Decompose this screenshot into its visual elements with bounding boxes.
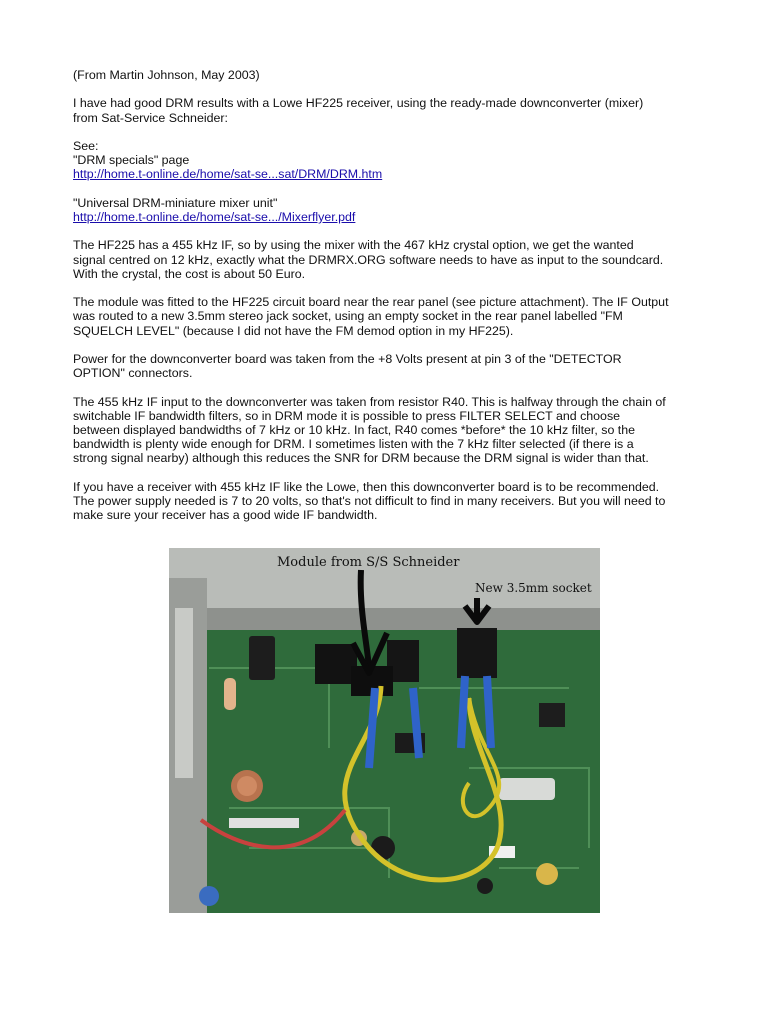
paragraph-line: The HF225 has a 455 kHz IF, so by using the mixer with the 467 kHz crystal option, we get the wanted	[73, 238, 634, 253]
capacitor-top	[237, 776, 257, 796]
paragraph-line: With the crystal, the cost is about 50 Euro.	[73, 266, 306, 281]
input-paragraph	[73, 395, 703, 466]
module-paragraph	[73, 295, 703, 338]
module-caption: Module from S/S Schneider	[277, 555, 460, 570]
circuit-board-photo	[169, 548, 600, 913]
jack-j3	[249, 636, 275, 680]
ic-chip	[539, 703, 565, 727]
paragraph-line: was routed to a new 3.5mm stereo jack socket, using an empty socket in the rear panel labelled "FM	[73, 309, 623, 324]
crystal	[499, 778, 555, 800]
socket-caption: New 3.5mm socket	[475, 581, 592, 595]
paragraph-line: bandwidth is plenty wide enough for DRM. I sometimes listen with the 7 kHz filter selected (if there is a	[73, 437, 634, 452]
attribution-text: (From Martin Johnson, May 2003)	[73, 68, 260, 82]
paragraph-line: The module was fitted to the HF225 circuit board near the rear panel (see picture attachment). The IF Output	[73, 295, 669, 310]
see-block	[73, 139, 703, 182]
rear-panel	[169, 608, 600, 630]
mixerflyer-link[interactable]: http://home.t-online.de/home/sat-se.../Mixerflyer.pdf	[73, 209, 356, 224]
resistor	[224, 678, 236, 710]
link2-title: "Universal DRM-miniature mixer unit"	[73, 195, 278, 210]
attribution	[73, 68, 703, 82]
document-body	[73, 68, 703, 537]
blue-wire	[487, 676, 491, 748]
intro-paragraph	[73, 96, 703, 124]
recommend-paragraph	[73, 480, 703, 523]
drm-specials-link[interactable]: http://home.t-online.de/home/sat-se...sat/DRM/DRM.htm	[73, 167, 383, 182]
circuit-board-illustration	[169, 548, 600, 913]
paragraph-line: between displayed bandwidths of 7 kHz or 10 kHz. In fact, R40 comes *before* the 10 kHz filter, so the	[73, 422, 636, 437]
small-capacitor	[477, 878, 493, 894]
if-paragraph	[73, 238, 703, 281]
paragraph-line: SQUELCH LEVEL" (because I did not have the FM demod option in my HF225).	[73, 323, 514, 338]
paragraph-line: If you have a receiver with 455 kHz IF like the Lowe, then this downconverter board is to be recommended.	[73, 479, 660, 494]
intro-line: I have had good DRM results with a Lowe HF225 receiver, using the ready-made downconverter (mixer)	[73, 96, 644, 111]
paragraph-line: strong signal nearby) although this reduces the SNR for DRM because the DRM signal is wider than that.	[73, 451, 649, 466]
intro-line: from Sat-Service Schneider:	[73, 110, 228, 125]
paragraph-line: signal centred on 12 kHz, exactly what the DRMRX.ORG software needs to have as input to the soundcard.	[73, 252, 664, 267]
paragraph-line: make sure your receiver has a good wide IF bandwidth.	[73, 508, 378, 523]
see-label: See:	[73, 138, 99, 153]
trimmer-pot	[536, 863, 558, 885]
new-socket	[457, 628, 497, 678]
paragraph-line: The power supply needed is 7 to 20 volts, so that's not difficult to find in many receivers. But you will need to	[73, 493, 666, 508]
link1-title: "DRM specials" page	[73, 153, 190, 168]
chassis-rail	[175, 608, 193, 778]
paragraph-line: The 455 kHz IF input to the downconverter was taken from resistor R40. This is halfway through the chain of	[73, 394, 666, 409]
power-paragraph	[73, 352, 703, 380]
connector-block	[315, 644, 357, 684]
paragraph-line: Power for the downconverter board was taken from the +8 Volts present at pin 3 of the "DETECTOR	[73, 351, 622, 366]
paragraph-line: switchable IF bandwidth filters, so in DRM mode it is possible to press FILTER SELECT and choose	[73, 408, 621, 423]
paragraph-line: OPTION" connectors.	[73, 366, 193, 381]
mixer-link-block	[73, 196, 703, 224]
header-pins	[229, 818, 299, 828]
trimmer-pot	[199, 886, 219, 906]
blue-wire	[461, 676, 465, 748]
